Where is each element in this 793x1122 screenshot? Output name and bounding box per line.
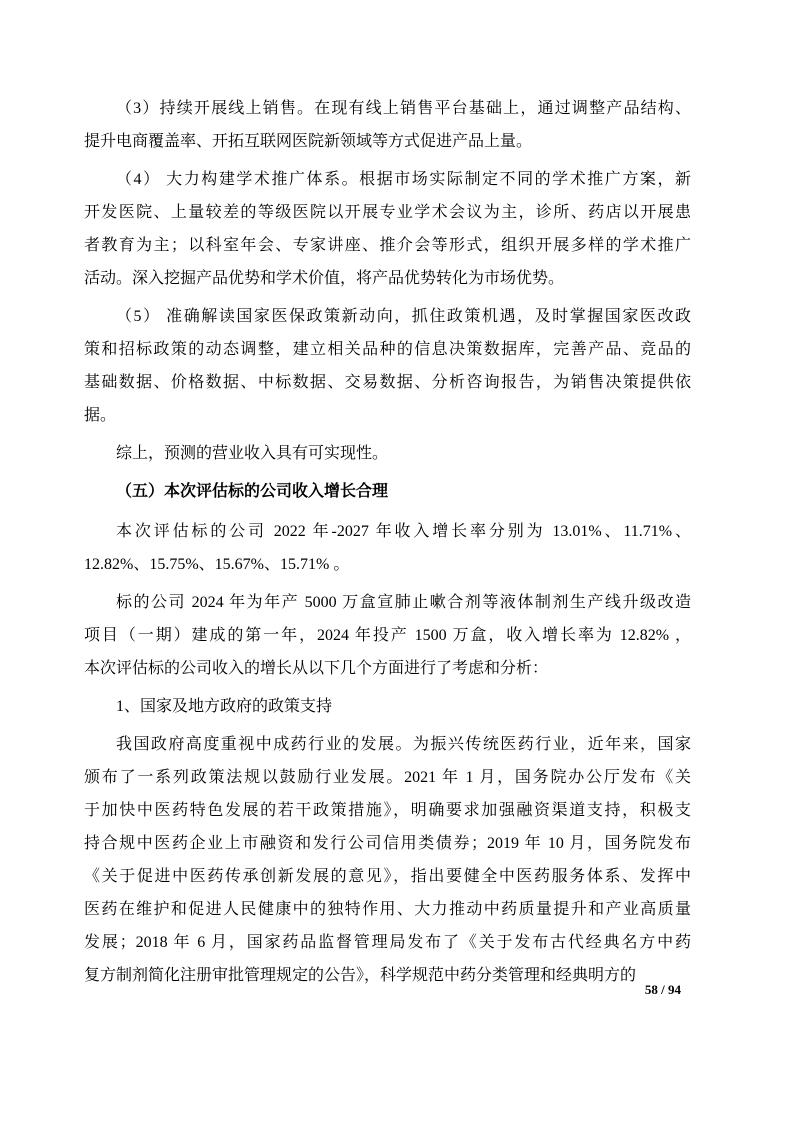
- page-number: 58 / 94: [644, 982, 681, 997]
- text-line: 据。: [84, 407, 117, 424]
- text-line: 开发医院、上量较差的等级医院以开展专业学术会议为主，诊所、药店以开展患: [84, 204, 691, 221]
- text-line: 1、国家及地方政府的政策支持: [116, 698, 333, 715]
- text-line: 基础数据、价格数据、中标数据、交易数据、分析咨询报告，为销售决策提供依: [84, 374, 691, 391]
- text-line: （5） 准确解读国家医保政策新动向，抓住政策机遇，及时掌握国家医改政: [116, 308, 691, 325]
- text-line: 提升电商覆盖率、开拓互联网医院新领域等方式促进产品上量。: [84, 133, 533, 150]
- text-line: 颁布了一系列政策法规以鼓励行业发展。2021 年 1 月，国务院办公厅发布《关: [84, 769, 691, 786]
- text-line: 医药在维护和促进人民健康中的独特作用、大力推动中药质量提升和产业高质量: [84, 901, 691, 918]
- text-line: （3）持续开展线上销售。在现有线上销售平台基础上，通过调整产品结构、: [116, 100, 691, 117]
- document-body: [84, 92, 691, 997]
- text-line: 本次评估标的公司收入的增长从以下几个方面进行了考虑和分析：: [84, 660, 549, 677]
- text-line: 我国政府高度重视中成药行业的发展。为振兴传统医药行业，近年来，国家: [116, 736, 691, 753]
- text-line: 项目（一期）建成的第一年，2024 年投产 1500 万盒，收入增长率为 12.82% ，: [84, 627, 691, 644]
- text-line: 策和招标政策的动态调整，建立相关品种的信息决策数据库，完善产品、竞品的: [84, 341, 691, 358]
- paragraph: [84, 300, 691, 432]
- section-heading: [84, 475, 691, 508]
- paragraph: [84, 437, 691, 470]
- text-line: （4） 大力构建学术推广体系。根据市场实际制定不同的学术推广方案，新: [116, 171, 691, 188]
- text-line: 12.82%、15.75%、15.67%、15.71% 。: [84, 556, 350, 573]
- text-line: 综上，预测的营业收入具有可实现性。: [116, 445, 389, 462]
- text-line: 持合规中医药企业上市融资和发行公司信用类债券；2019 年 10 月，国务院发布: [84, 835, 691, 852]
- text-line: 标的公司 2024 年为年产 5000 万盒宣肺止嗽合剂等液体制剂生产线升级改造: [116, 594, 691, 611]
- paragraph: [84, 163, 691, 295]
- paragraph: [84, 690, 691, 723]
- text-line: 于加快中医药特色发展的若干政策措施》，明确要求加强融资渠道支持，积极支: [84, 802, 691, 819]
- paragraph: [84, 515, 691, 581]
- text-line: 本次评估标的公司 2022 年-2027 年收入增长率分别为 13.01%、11.71%、: [116, 523, 691, 540]
- text-line: 《关于促进中医药传承创新发展的意见》，指出要健全中医药服务体系、发挥中: [84, 868, 691, 885]
- text-line: 发展；2018 年 6 月，国家药品监督管理局发布了《关于发布古代经典名方中药: [84, 934, 691, 951]
- paragraph: [84, 92, 691, 158]
- text-line: 活动。深入挖掘产品优势和学术价值，将产品优势转化为市场优势。: [84, 270, 565, 287]
- text-line: （五）本次评估标的公司收入增长合理: [116, 483, 389, 500]
- paragraph: [84, 728, 691, 992]
- text-line: 复方制剂简化注册审批管理规定的公告》，科学规范中药分类管理和经典明方的: [84, 967, 637, 984]
- text-line: 者教育为主；以科室年会、专家讲座、推介会等形式，组织开展多样的学术推广: [84, 237, 691, 254]
- paragraph: [84, 586, 691, 685]
